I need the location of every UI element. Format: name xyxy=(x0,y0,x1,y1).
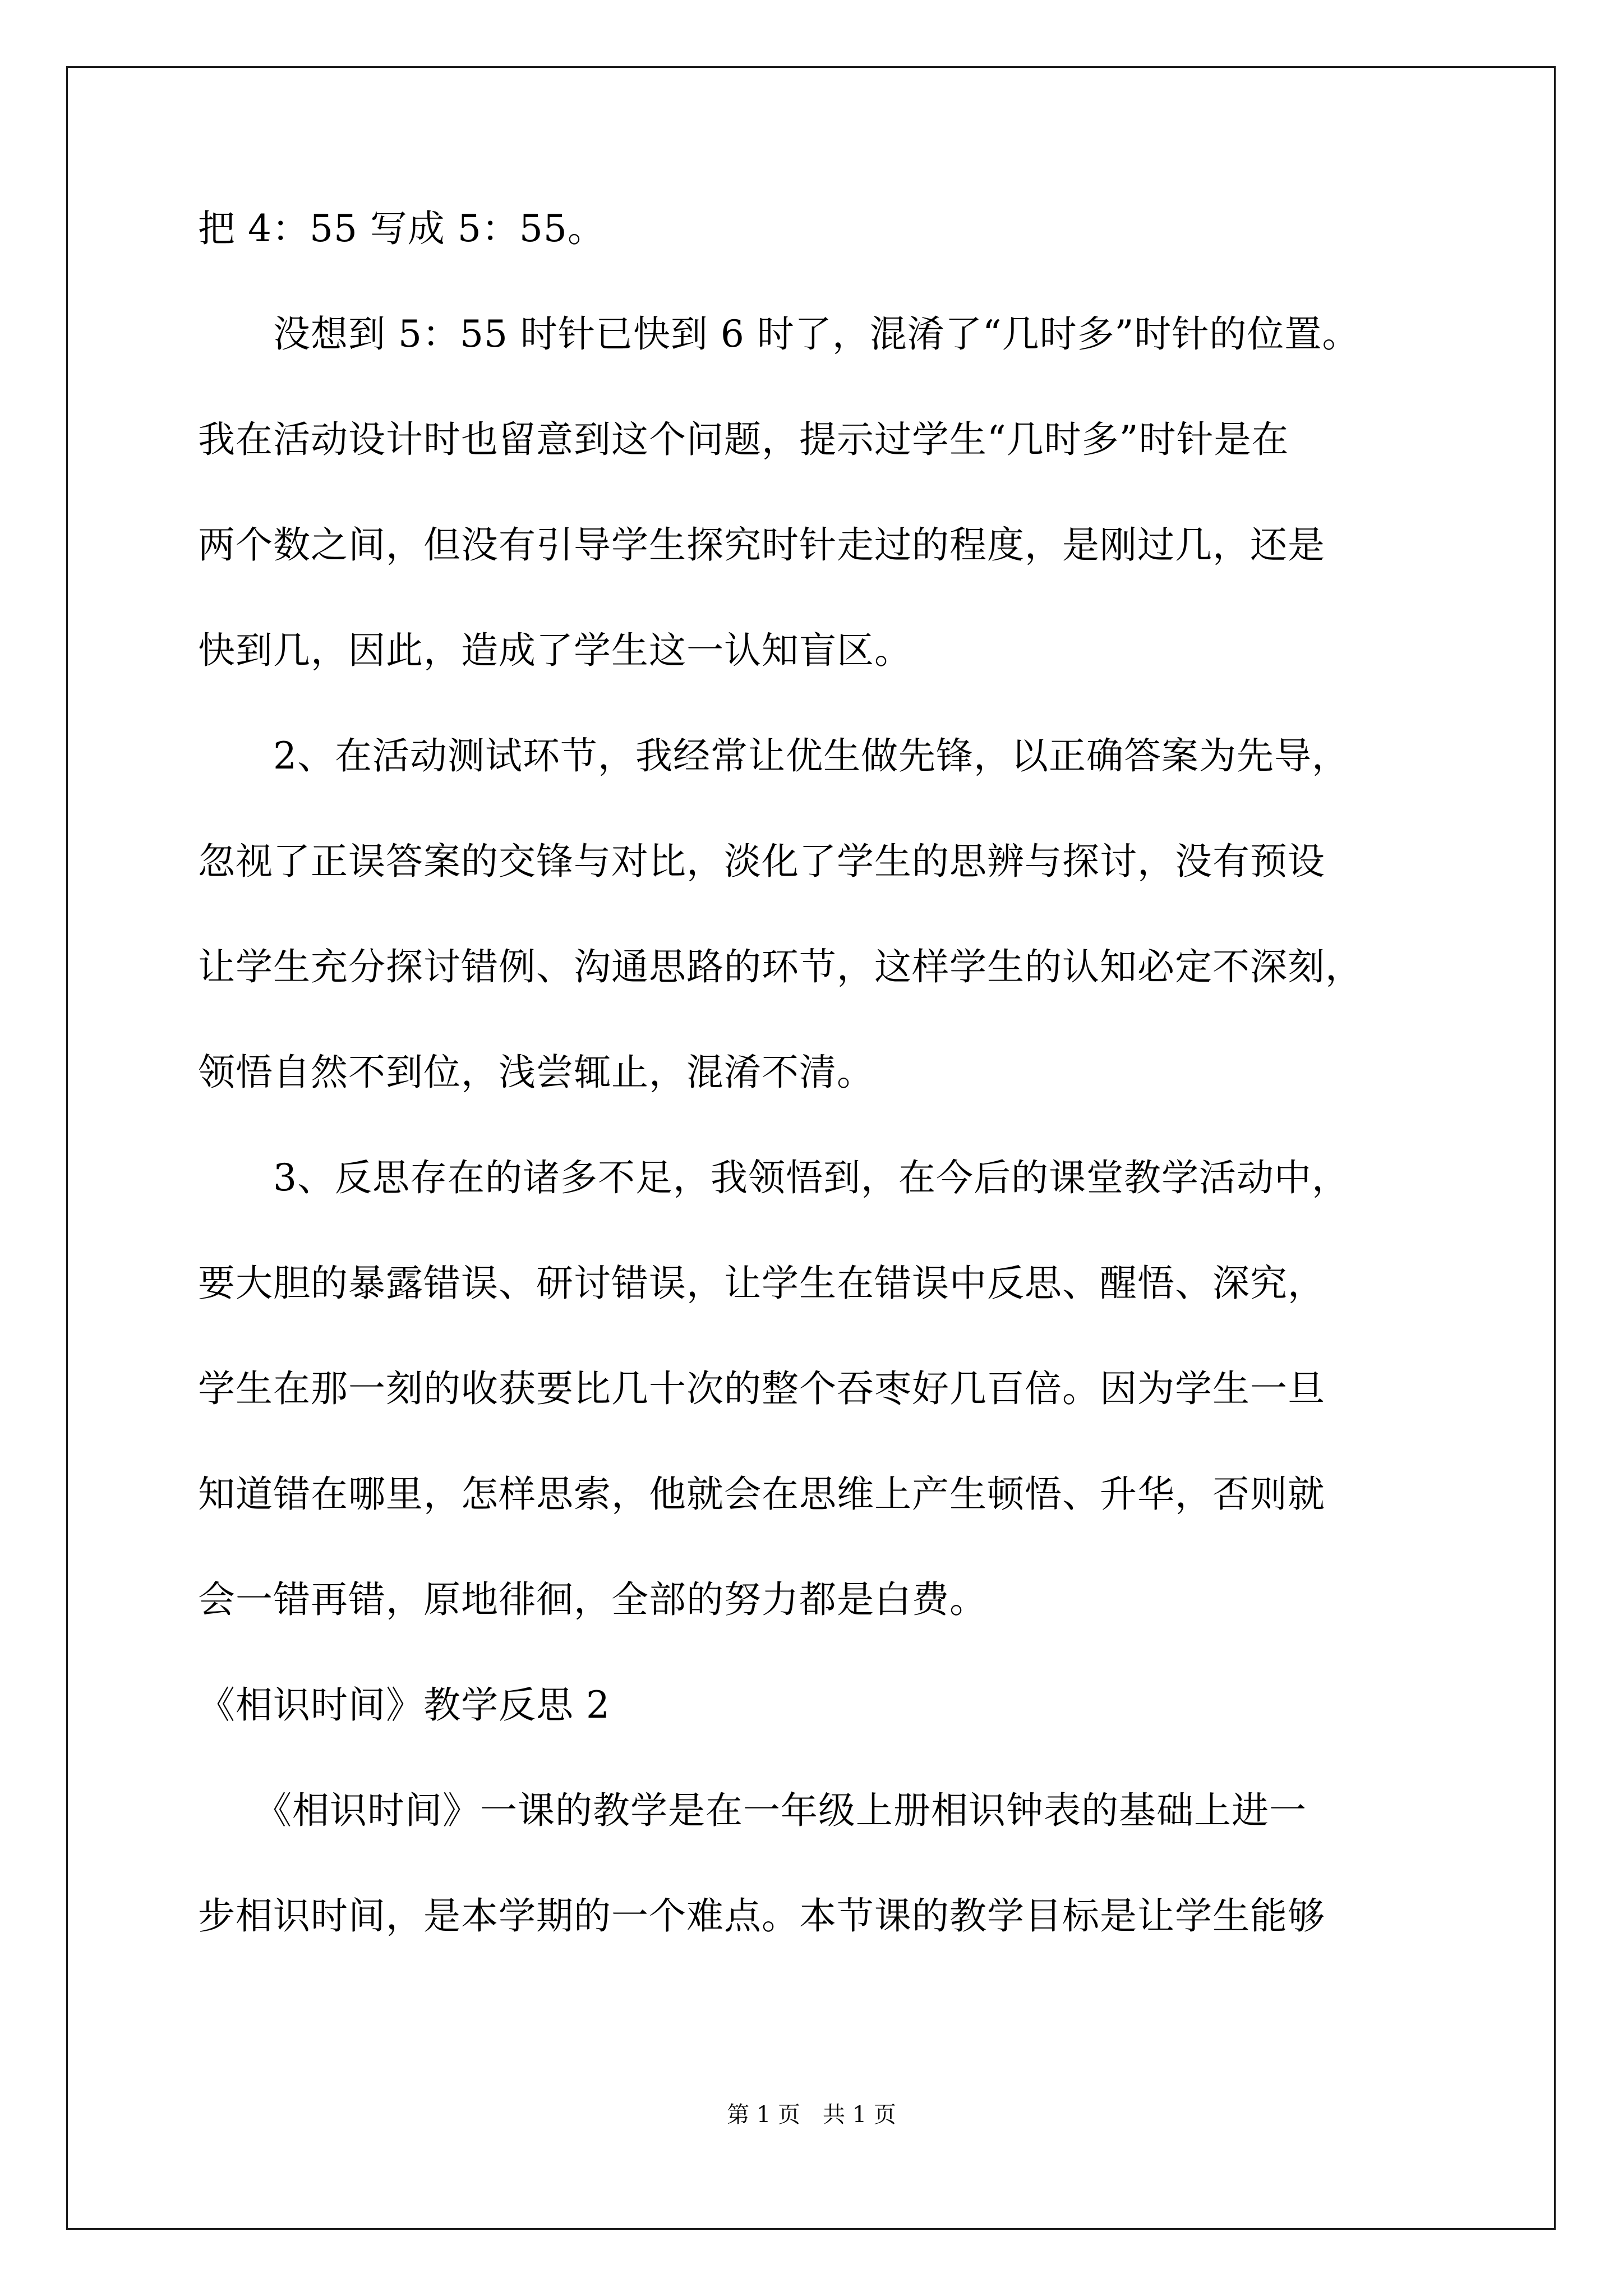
text-line-5: 快到几，因此，造成了学生这一认知盲区。 xyxy=(198,629,912,672)
text-line-13: 知道错在哪里，怎样思索，他就会在思维上产生顿悟、升华，否则就 xyxy=(198,1473,1325,1516)
text-line-1: 把 4：55 写成 5：55。 xyxy=(198,207,605,250)
text-line-10: 3、反思存在的诸多不足，我领悟到，在今后的课堂教学活动中， xyxy=(198,1156,1349,1199)
text-line-9: 领悟自然不到位，浅尝辄止，混淆不清。 xyxy=(198,1051,874,1094)
page-number-footer: 第 1 页 共 1 页 xyxy=(727,2102,896,2128)
text-line-11: 要大胆的暴露错误、研讨错误，让学生在错误中反思、醒悟、深究， xyxy=(198,1262,1325,1305)
text-line-6: 2、在活动测试环节，我经常让优生做先锋，以正确答案为先导， xyxy=(198,734,1349,777)
text-line-16: 《相识时间》一课的教学是在一年级上册相识钟表的基础上进一 xyxy=(198,1789,1307,1832)
text-line-8: 让学生充分探讨错例、沟通思路的环节，这样学生的认知必定不深刻， xyxy=(198,945,1363,988)
text-line-14: 会一错再错，原地徘徊，全部的努力都是白费。 xyxy=(198,1578,987,1621)
text-line-7: 忽视了正误答案的交锋与对比，淡化了学生的思辨与探讨，没有预设 xyxy=(198,840,1325,883)
text-line-17: 步相识时间，是本学期的一个难点。本节课的教学目标是让学生能够 xyxy=(198,1894,1325,1938)
text-line-12: 学生在那一刻的收获要比几十次的整个吞枣好几百倍。因为学生一旦 xyxy=(198,1367,1325,1410)
text-line-4: 两个数之间，但没有引导学生探究时针走过的程度，是刚过几，还是 xyxy=(198,523,1325,567)
section-heading: 《相识时间》教学反思 2 xyxy=(198,1683,610,1727)
text-line-3: 我在活动设计时也留意到这个问题，提示过学生“几时多”时针是在 xyxy=(198,418,1289,461)
text-line-2: 没想到 5：55 时针已快到 6 时了，混淆了“几时多”时针的位置。 xyxy=(198,312,1360,356)
